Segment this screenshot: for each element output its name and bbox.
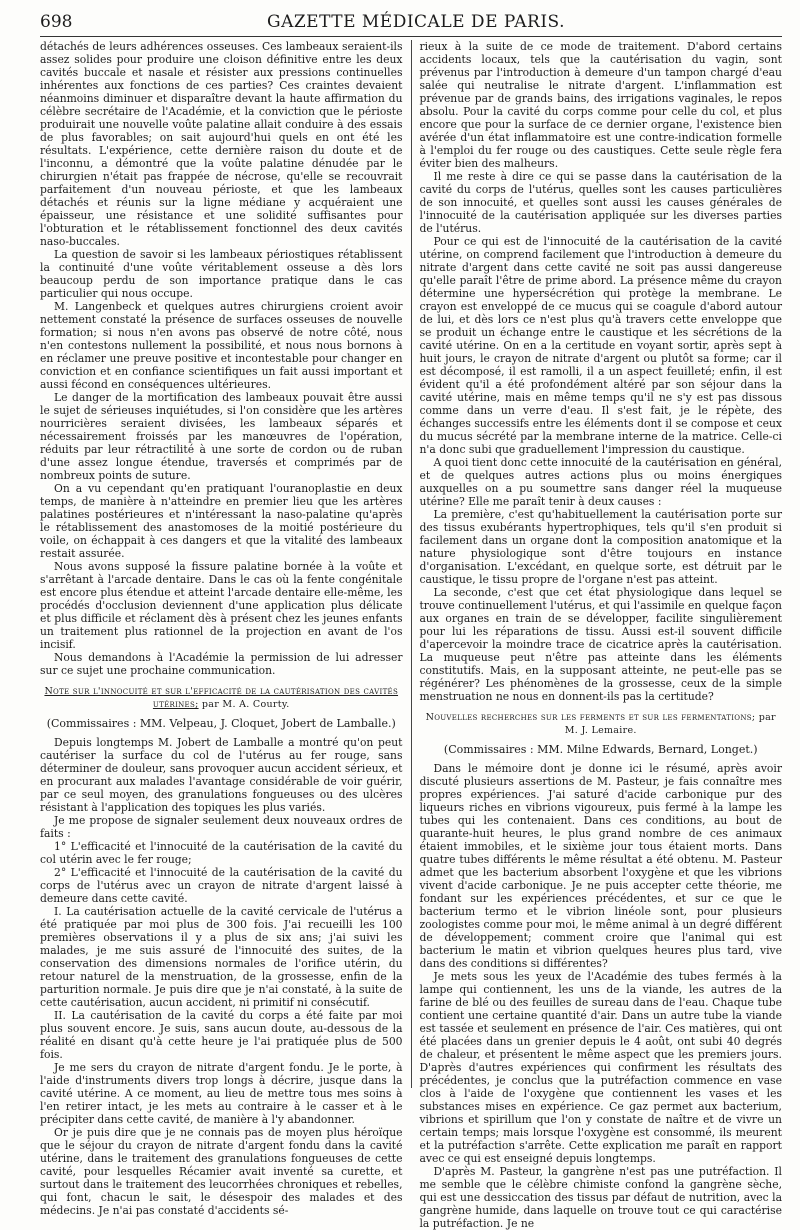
paragraph: détachés de leurs adhérences osseuses. Ces lambeaux seraient-ils assez solides pour produire une cloison définitive entre les deux cavités buccale et nasale et résister aux pressions continuelles inhérentes aux fonctions de ces parties? Ces craintes devaient néanmoins diminuer et disparaître devant la haute affirmation du célèbre secrétaire de l'Académie, et la conviction que le périoste produirait une nouvelle voûte palatine allait conduire à des essais de plus favorables; on sait aujourd'hui quels en ont été les résultats. L'expérience, cette dernière raison du doute et de l'inconnu, a démontré que la voûte palatine dénudée par le chirurgien n'était pas frappée de nécrose, qu'elle se recouvrait parfaitement d'un nouveau périoste, et que les lambeaux détachés et réunis sur la ligne médiane y acquéraient une épaisseur, une résistance et une solidité suffisantes pour l'obturation et le rétablissement fonctionnel des deux cavités naso-buccales. [40,40,403,248]
article-title [419,711,782,737]
paragraph: rieux à la suite de ce mode de traitement. D'abord certains accidents locaux, tels que la cautérisation du vagin, sont prévenus par l'introduction à demeure d'un tampon chargé d'eau salée qui neutralise le nitrate d'argent. L'inflammation est prévenue par de grands bains, des irrigations vaginales, le repos absolu. Pour la cavité du corps comme pour celle du col, et plus encore que pour la surface de ce dernier organe, l'existence bien avérée d'un état inflammatoire est une contre-indication formelle à l'emploi du fer rouge ou des caustiques. Cette seule règle fera éviter bien des malheurs. [419,40,782,170]
paragraph: Je me sers du crayon de nitrate d'argent fondu. Je le porte, à l'aide d'instruments divers trop longs à décrire, jusque dans la cavité utérine. A ce moment, au lieu de mettre tous mes soins à l'en retirer intact, je les mets au contraire à le casser et à le précipiter dans cette cavité, de manière à l'y abandonner. [40,1061,403,1126]
article-title-text: Note sur l'innocuité et sur l'efficacité de la cautérisation des cavités utérines; [44,686,399,710]
column-divider [411,40,412,1088]
paragraph: Or je puis dire que je ne connais pas de moyen plus héroïque que le séjour du crayon de nitrate d'argent fondu dans la cavité utérine, dans le traitement des granulations fongueuses de cette cavité, pour lesquelles Récamier avait inventé sa curette, et surtout dans le traitement des leucorrhées chroniques et rebelles, qui font, chacun le sait, le désespoir des malades et des médecins. Je n'ai pas constaté d'accidents sé- [40,1126,403,1217]
header-rule [40,36,782,37]
paragraph: II. La cautérisation de la cavité du corps a été faite par moi plus souvent encore. Je suis, sans aucun doute, au-dessous de la réalité en disant qu'à cette heure je l'ai pratiquée plus de 500 fois. [40,1009,403,1061]
paragraph: La question de savoir si les lambeaux périostiques rétablissent la continuité d'une voûte véritablement osseuse a dès lors beaucoup perdu de son importance pratique dans le cas particulier qui nous occupe. [40,248,403,300]
paragraph: Nous avons supposé la fissure palatine bornée à la voûte et s'arrêtant à l'arcade dentaire. Dans le cas où la fente congénitale est encore plus étendue et atteint l'arcade dentaire elle-même, les procédés d'occlusion deviennent d'une application plus délicate et plus difficile et réclament dès à présent chez les jeunes enfants un traitement plus rationnel de la projection en avant de l'os incisif. [40,560,403,651]
journal-title: GAZETTE MÉDICALE DE PARIS. [267,12,565,32]
paragraph: Le danger de la mortification des lambeaux pouvait être aussi le sujet de sérieuses inquiétudes, si l'on considère que les artères nourricières seraient divisées, les lambeaux séparés et nécessairement froissés par les manœuvres de l'opération, réduits par leur rétractilité à une sorte de cordon ou de ruban d'une assez longue étendue, traversés et comprimés par de nombreux points de suture. [40,391,403,482]
paragraph: La seconde, c'est que cet état physiologique dans lequel se trouve continuellement l'utérus, et qui l'assimile en quelque façon aux organes en train de se développer, facilite singulièrement pour lui les réparations de tissu. Aussi est-il souvent difficile d'apercevoir la moindre trace de cicatrice après la cautérisation. La muqueuse peut n'être pas atteinte dans les éléments constitutifs. Mais, en la supposant atteinte, ne peut-elle pas se régénérer? Les phénomènes de la grossesse, ceux de la simple menstruation ne nous en donnent-ils pas la certitude? [419,586,782,703]
page-number: 698 [40,12,73,32]
paragraph: 1° L'efficacité et l'innocuité de la cautérisation de la cavité du col utérin avec le fer rouge; [40,840,403,866]
paragraph: I. La cautérisation actuelle de la cavité cervicale de l'utérus a été pratiquée par moi plus de 300 fois. J'ai recueilli les 100 premières observations il y a plus de six ans; j'ai suivi les malades, je me suis assuré de l'innocuité des suites, de la conservation des dimensions normales de l'orifice utérin, du retour naturel de la menstruation, de la grossesse, enfin de la parturition normale. Je puis dire que je n'ai constaté, à la suite de cette cautérisation, aucun accident, ni primitif ni consécutif. [40,905,403,1009]
right-column [419,40,782,1230]
paragraph: M. Langenbeck et quelques autres chirurgiens croient avoir nettement constaté la présence de surfaces osseuses de nouvelle formation; si nous n'en avons pas observé de notre côté, nous n'en contestons nullement la possibilité, et nous nous bornons à en réclamer une preuve positive et incontestable pour changer en conviction et en confiance scientifiques un fait aussi important et aussi fécond en conséquences ultérieures. [40,300,403,391]
paragraph: A quoi tient donc cette innocuité de la cautérisation en général, et de quelques autres actions plus ou moins énergiques auxquelles on a pu soumettre sans danger réel la muqueuse utérine? Elle me paraît tenir à deux causes : [419,456,782,508]
paragraph: La première, c'est qu'habituellement la cautérisation porte sur des tissus exubérants hypertrophiques, tels qu'il s'en produit si facilement dans un organe dont la composition anatomique et la nature physiologique sont d'être toujours en instance d'organisation. L'excédant, en quelque sorte, est détruit par le caustique, le tissu propre de l'organe n'est pas atteint. [419,508,782,586]
paragraph: D'après M. Pasteur, la gangrène n'est pas une putréfaction. Il me semble que le célèbre chimiste confond la gangrène sèche, qui est une dessiccation des tissus par défaut de nutrition, avec la gangrène humide, dans laquelle on trouve tout ce qui caractérise la putréfaction. Je ne [419,1165,782,1230]
article-title [40,685,403,711]
paragraph: Nous demandons à l'Académie la permission de lui adresser sur ce sujet une prochaine communication. [40,651,403,677]
article-title-text: Nouvelles recherches sur les ferments et sur les fermentations; [425,712,756,723]
paragraph: Je me propose de signaler seulement deux nouveaux ordres de faits : [40,814,403,840]
commissioners-line: (Commissaires : MM. Velpeau, J. Cloquet, Jobert de Lamballe.) [46,717,396,730]
commissioners-line: (Commissaires : MM. Milne Edwards, Bernard, Longet.) [443,743,758,756]
two-column-body [40,40,782,1230]
left-column [40,40,403,1217]
paragraph: Dans le mémoire dont je donne ici le résumé, après avoir discuté plusieurs assertions de M. Pasteur, je fais connaître mes propres expériences. J'ai saturé d'acide carbonique pur des liqueurs riches en vibrions vigoureux, puis fermé à la lampe les tubes qui les contenaient. Dans ces conditions, au bout de quarante-huit heures, le plus grand nombre de ces animaux étaient immobiles, et le sixième jour tous étaient morts. Dans quatre tubes différents le même résultat a été obtenu. M. Pasteur admet que les bacterium absorbent l'oxygène et que les vibrions vivent d'acide carbonique. Je ne puis accepter cette théorie, me fondant sur les expériences précédentes, et sur ce que le bacterium termo et le vibrion linéole sont, pour plusieurs zoologistes comme pour moi, le même animal à un degré différent de développement; comment croire que l'animal qui est bacterium le matin et vibrion quelques heures plus tard, vive dans des conditions si différentes? [419,762,782,970]
paragraph: Je mets sous les yeux de l'Académie des tubes fermés à la lampe qui contiennent, les uns de la viande, les autres de la farine de blé ou des feuilles de sureau dans de l'eau. Chaque tube contient une certaine quantité d'air. Dans un autre tube la viande est tassée et seulement en présence de l'air. Ces matières, qui ont été placées dans un grenier depuis le 4 août, ont subi 40 degrés de chaleur, et présentent le même aspect que les premiers jours. D'après d'autres expériences qui confirment les résultats des précédentes, je conclus que la putréfaction commence en vase clos à l'aide de l'oxygène que contiennent les vases et les substances mises en expérience. Ce gaz permet aux bacterium, vibrions et spirillum que l'on y constate de naître et de vivre un certain temps; mais lorsque l'oxygène est consommé, ils meurent et la putréfaction s'arrête. Cette explication me paraît en rapport avec ce qui est enseigné depuis longtemps. [419,970,782,1165]
article-author: par M. J. Lemaire. [564,712,776,736]
page-header [40,10,782,40]
paragraph: Pour ce qui est de l'innocuité de la cautérisation de la cavité utérine, on comprend facilement que l'introduction à demeure du nitrate d'argent dans cette cavité ne soit pas aussi dangereuse qu'elle paraît l'être de prime abord. La présence même du crayon détermine une hypersécrétion qui protège la membrane. Le crayon est enveloppé de ce mucus qui se coagule d'abord autour de lui, et dès lors ce n'est plus qu'à travers cette enveloppe que se produit un échange entre le caustique et les sécrétions de la cavité utérine. On en a la certitude en voyant sortir, après sept à huit jours, le crayon de nitrate d'argent ou plutôt sa forme; car il est décomposé, il est ramolli, il a un aspect feuilleté; enfin, il est évident qu'il a été profondément altéré par son séjour dans la cavité utérine, mais en même temps qu'il ne s'y est pas dissous comme dans un verre d'eau. Il s'est fait, je le répète, des échanges successifs entre les éléments dont il se compose et ceux du mucus sécrété par la membrane interne de la matrice. Celle-ci n'a donc subi que graduellement l'impression du caustique. [419,235,782,456]
paragraph: Depuis longtemps M. Jobert de Lamballe a montré qu'on peut cautériser la surface du col de l'utérus au fer rouge, sans déterminer de douleur, sans provoquer aucun accident sérieux, et en procurant aux malades l'avantage considérable de voir guérir, par ce seul moyen, des granulations fongueuses ou des ulcères résistant à l'application des topiques les plus variés. [40,736,403,814]
paragraph: On a vu cependant qu'en pratiquant l'ouranoplastie en deux temps, de manière à n'atteindre en premier lieu que les artères palatines postérieures et n'intéressant la naso-palatine qu'après le rétablissement des anastomoses de la moitié postérieure du voile, on échappait à ces dangers et que la vitalité des lambeaux restait assurée. [40,482,403,560]
paragraph: Il me reste à dire ce qui se passe dans la cautérisation de la cavité du corps de l'utérus, quelles sont les causes particulières de son innocuité, et quelles sont aussi les causes générales de l'innocuité de la cautérisation appliquée sur les diverses parties de l'utérus. [419,170,782,235]
paragraph: 2° L'efficacité et l'innocuité de la cautérisation de la cavité du corps de l'utérus avec un crayon de nitrate d'argent laissé à demeure dans cette cavité. [40,866,403,905]
article-author: par M. A. Courty. [201,699,290,710]
